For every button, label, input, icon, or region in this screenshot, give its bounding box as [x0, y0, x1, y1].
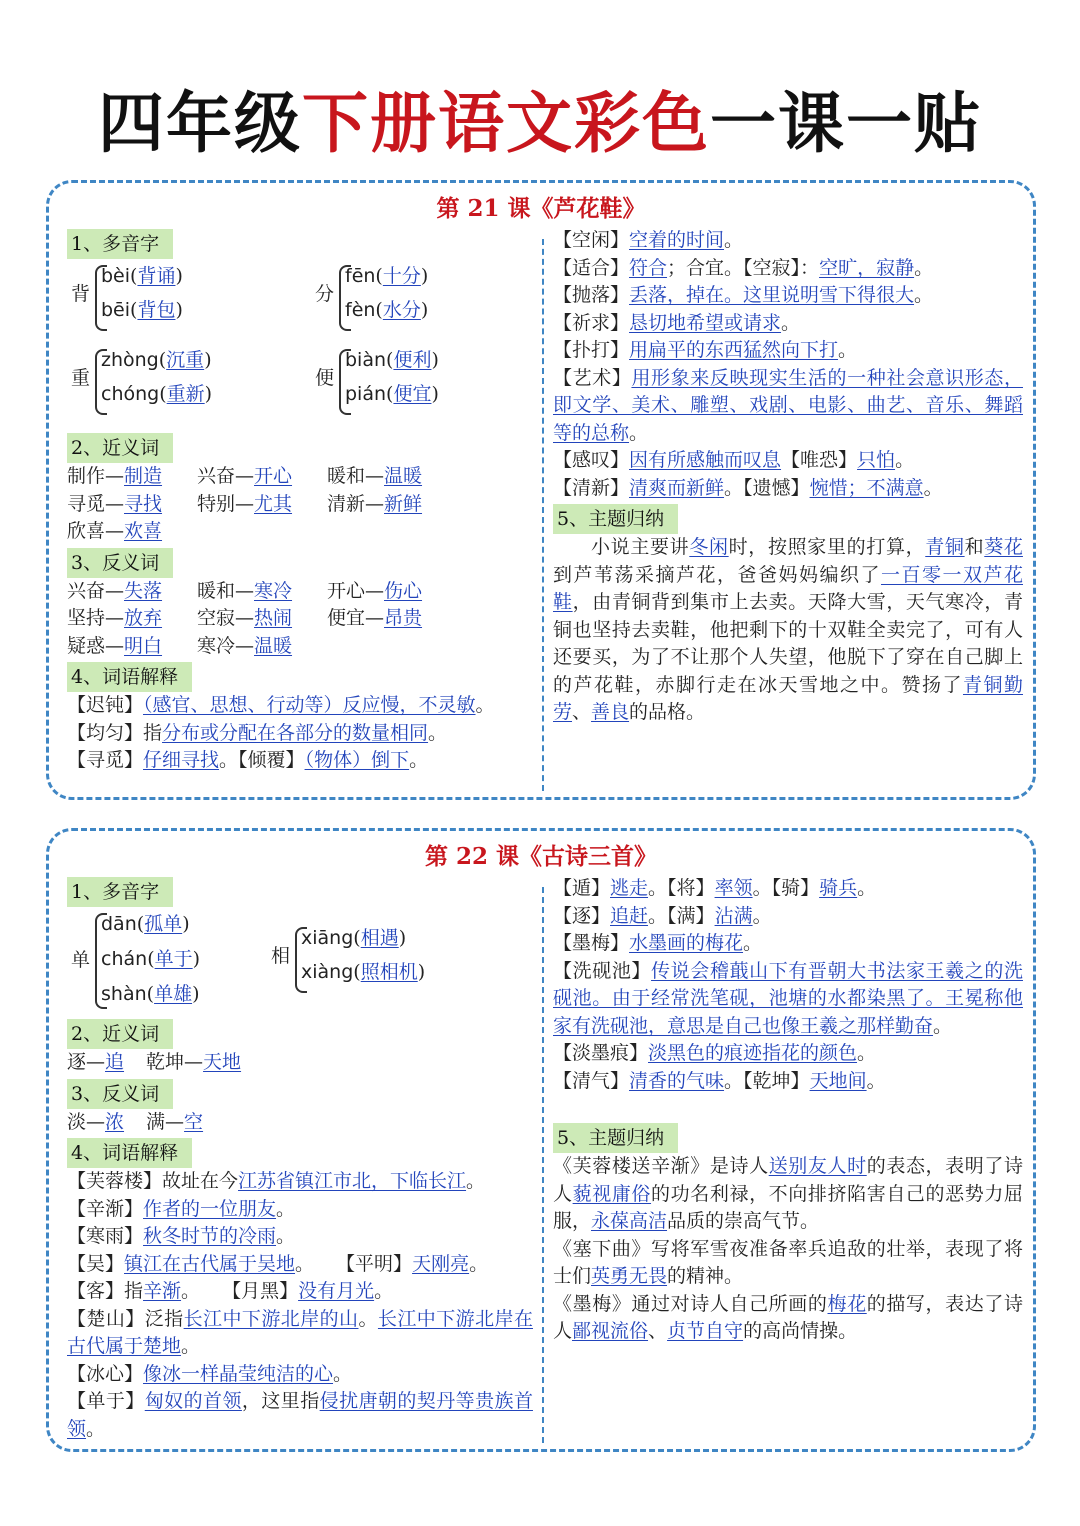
example-word: 背包 [137, 299, 176, 321]
example-word: 相遇 [360, 927, 399, 949]
definition-item: 【逐】追赶。【满】沾满。 [553, 904, 772, 927]
poly-char: 相 [271, 945, 291, 967]
definition-item: 【均匀】指分布或分配在各部分的数量相同。 [67, 721, 448, 744]
section-polyphone: 1、多音字 [67, 229, 173, 259]
polyphone-dan: 单 dān(孤单) chán(单于) shàn(单雄) [71, 909, 271, 1017]
title-part2: 下册语文彩色 [302, 84, 710, 162]
example-word: 便利 [393, 349, 432, 371]
pinyin: pián [345, 383, 387, 405]
pinyin: bēi [101, 299, 131, 321]
definition-item: 【寻觅】仔细寻找。【倾覆】（物体）倒下。 [67, 749, 429, 771]
definition-item: 【吴】镇江在古代属于吴地。 【平明】天刚亮。 [67, 1252, 489, 1275]
antonym-row: 淡—浓 满—空 [67, 1110, 204, 1133]
lesson-21-left-column [67, 227, 533, 775]
definition-item: 【寒雨】秋冬时节的冷雨。 [67, 1225, 296, 1247]
definition-item: 【适合】符合；合宜。【空寂】：空旷，寂静。 [553, 256, 934, 279]
section-synonyms: 2、近义词 [67, 1019, 173, 1049]
definition-item: 【抛落】丢落，掉在。这里说明雪下得很大。 [553, 284, 934, 306]
title-part1: 四年级 [98, 84, 302, 162]
definition-item: 【冰心】像冰一样晶莹纯洁的心。 [67, 1362, 353, 1385]
poly-char: 重 [71, 367, 91, 389]
polyphone-bian: 便 biàn(便利) pián(便宜) [315, 345, 515, 421]
polyphone-group [67, 907, 533, 1017]
poly-char: 便 [315, 367, 335, 389]
definition-item: 【墨梅】水墨画的梅花。 [553, 932, 763, 954]
synonym-word: 温暖 [384, 465, 423, 487]
lesson-22-title: 第 22 课《古诗三首》 [424, 843, 658, 870]
definition-item: 【淡墨痕】淡黑色的痕迹指花的颜色。 [553, 1042, 877, 1064]
pinyin: dān [101, 913, 137, 935]
theme-paragraph: 《塞下曲》写将军雪夜准备率兵追敌的壮举，表现了将士们英勇无畏的精神。 [553, 1237, 1023, 1287]
synonym-word: 欢喜 [124, 520, 163, 542]
pinyin: fèn [345, 299, 376, 321]
pinyin: shàn [101, 983, 147, 1005]
antonym-row: 疑惑—明白 寒冷—温暖 [67, 634, 293, 657]
example-word: 单于 [154, 948, 193, 970]
pinyin: xiàng [301, 961, 354, 983]
example-word: 背诵 [137, 265, 176, 287]
example-word: 水分 [382, 299, 421, 321]
antonym-word: 放弃 [124, 607, 163, 629]
column-divider [542, 239, 544, 791]
lesson-21-title: 第 21 课《芦花鞋》 [436, 195, 646, 222]
definition-item: 【遁】逃走。【将】率领。【骑】骑兵。 [553, 877, 877, 899]
example-word: 单雄 [154, 983, 193, 1005]
antonym-word: 浓 [105, 1110, 125, 1133]
definition-item: 【清气】清香的气味。【乾坤】天地间。 [553, 1069, 886, 1092]
antonym-word: 空 [184, 1110, 204, 1133]
theme-paragraph: 《芙蓉楼送辛渐》是诗人送别友人时的表态，表明了诗人藐视庸俗的功名利禄，不向排挤陷害自己的恶势力屈服，永葆高洁品质的崇高气节。 [553, 1155, 1023, 1232]
example-word: 便宜 [393, 383, 432, 405]
section-antonyms: 3、反义词 [67, 1079, 173, 1109]
definition-item: 【扑打】用扁平的东西猛然向下打。 [553, 339, 858, 361]
pinyin: chóng [101, 383, 160, 405]
definition-item: 【洗砚池】传说会稽蕺山下有晋朝大书法家王羲之的洗砚池。由于经常洗笔砚，池塘的水都染黑了。王冕称他家有洗砚池，意思是自己也像王羲之那样勤奋。 [553, 959, 1023, 1037]
definition-item: 【艺术】用形象来反映现实生活的一种社会意识形态，即文学、美术、雕塑、戏剧、电影、曲艺、音乐、舞蹈等的总称。 [553, 366, 1023, 444]
lesson-22-card [46, 828, 1036, 1452]
example-word: 照相机 [360, 961, 418, 983]
section-theme: 5、主题归纳 [553, 504, 678, 534]
definition-item: 【迟钝】（感官、思想、行动等）反应慢，不灵敏。 [67, 694, 495, 716]
pinyin: fēn [345, 265, 376, 287]
polyphone-xiang: 相 xiāng(相遇) xiàng(照相机) [271, 923, 511, 999]
page-title [0, 78, 1080, 168]
example-word: 沉重 [166, 349, 205, 371]
section-synonyms: 2、近义词 [67, 433, 173, 463]
lesson-22-left-column [67, 875, 533, 1443]
antonym-word: 温暖 [254, 634, 293, 657]
synonym-word: 新鲜 [384, 492, 423, 515]
lesson-21-card [46, 180, 1036, 800]
section-polyphone: 1、多音字 [67, 877, 173, 907]
polyphone-fen: 分 fēn(十分) fèn(水分) [315, 261, 515, 337]
definition-item: 【楚山】泛指长江中下游北岸的山。长江中下游北岸在古代属于楚地。 [67, 1307, 533, 1357]
definition-item: 【感叹】因有所感触而叹息【唯恐】只怕。 [553, 449, 915, 471]
definition-item: 【单于】匈奴的首领，这里指侵扰唐朝的契丹等贵族首领。 [67, 1390, 533, 1440]
synonym-word: 追 [105, 1051, 125, 1073]
example-word: 十分 [382, 265, 421, 287]
antonym-row: 坚持—放弃 空寂—热闹 便宜—昂贵 [67, 607, 423, 629]
polyphone-bei: 背 bèi(背诵) bēi(背包) [71, 261, 271, 337]
antonym-word: 热闹 [254, 607, 293, 629]
polyphone-zhong: 重 zhòng(沉重) chóng(重新) [71, 345, 271, 421]
pinyin: zhòng [101, 349, 159, 371]
polyphone-group [67, 259, 533, 431]
poly-char: 单 [71, 949, 91, 971]
synonym-row: 欣喜—欢喜 [67, 520, 163, 542]
definition-item: 【客】指辛渐。 【月黑】没有月光。 [67, 1280, 394, 1302]
pinyin: chán [101, 948, 148, 970]
antonym-word: 伤心 [384, 579, 423, 602]
definition-item: 【清新】清爽而新鲜。【遗憾】惋惜；不满意。 [553, 476, 943, 499]
definition-item: 【祈求】恳切地希望或请求。 [553, 311, 801, 334]
definition-item: 【辛渐】作者的一位朋友。 [67, 1197, 296, 1220]
poly-char: 分 [315, 283, 335, 305]
synonym-word: 天地 [203, 1051, 242, 1073]
section-definitions: 4、词语解释 [67, 662, 192, 692]
section-theme: 5、主题归纳 [553, 1123, 678, 1153]
title-part3: 一课一贴 [710, 84, 982, 162]
definition-item: 【芙蓉楼】故址在今江苏省镇江市北，下临长江。 [67, 1170, 486, 1192]
column-divider [542, 887, 544, 1443]
theme-paragraph: 《墨梅》通过对诗人自己所画的梅花的描写，表达了诗人鄙视流俗、贞节自守的高尚情操。 [553, 1292, 1023, 1342]
antonym-word: 失落 [124, 579, 163, 602]
definition-item: 【空闲】空着的时间。 [553, 229, 744, 251]
synonym-word: 开心 [254, 465, 293, 487]
antonym-word: 昂贵 [384, 607, 423, 629]
synonym-row: 制作—制造 兴奋—开心 暖和—温暖 [67, 465, 423, 487]
synonym-word: 尤其 [254, 492, 293, 515]
antonym-row: 兴奋—失落 暖和—寒冷 开心—伤心 [67, 579, 423, 602]
pinyin: xiāng [301, 927, 354, 949]
synonym-row: 逐—追 乾坤—天地 [67, 1051, 242, 1073]
theme-paragraph: 小说主要讲冬闲时，按照家里的打算，青铜和葵花到芦苇荡采摘芦花，爸爸妈妈编织了一百零一双芦花鞋，由青铜背到集市上去卖。天降大雪，天气寒冷，青铜也坚持去卖鞋，他把剩下的十双鞋全卖完了，可有人还要买，为了不让那个人失望，他脱下了穿在自己脚上的芦花鞋，赤脚行走在冰天雪地之中。赞扬了青铜勤劳、善良的品格。 [553, 536, 1023, 723]
section-antonyms: 3、反义词 [67, 548, 173, 578]
antonym-word: 明白 [124, 634, 163, 657]
pinyin: biàn [345, 349, 387, 371]
synonym-row: 寻觅—寻找 特别—尤其 清新—新鲜 [67, 492, 423, 515]
poly-char: 背 [71, 283, 91, 305]
lesson-21-right-column [553, 227, 1023, 727]
synonym-word: 寻找 [124, 492, 163, 515]
antonym-word: 寒冷 [254, 579, 293, 602]
lesson-22-right-column [553, 875, 1023, 1346]
pinyin: bèi [101, 265, 131, 287]
synonym-word: 制造 [124, 465, 163, 487]
section-definitions: 4、词语解释 [67, 1138, 192, 1168]
example-word: 重新 [166, 383, 205, 405]
example-word: 孤单 [144, 913, 183, 935]
